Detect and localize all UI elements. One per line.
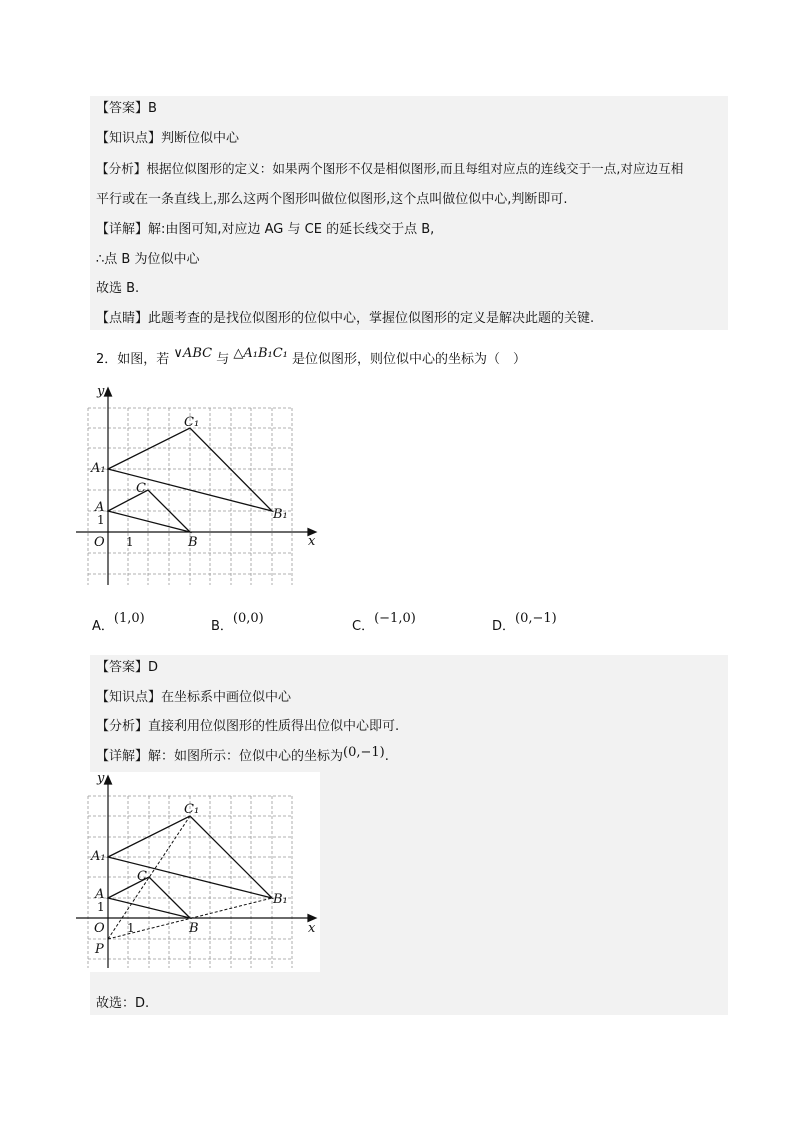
question-2-suffix: 是位似图形，则位似中心的坐标为（ ） (292, 352, 527, 367)
triangle-a1b1c1: △A₁B₁C₁ (233, 346, 288, 361)
analysis-1-line-2: 平行或在一条直线上,那么这两个图形叫做位似图形,这个点叫做位似中心,判断即可. (96, 192, 568, 207)
c-label: C (136, 481, 146, 496)
a1-label: A₁ (91, 461, 106, 476)
option-b[interactable]: B．(0,0) (211, 611, 264, 634)
origin-label: O (94, 535, 105, 550)
y-label-2: y (97, 772, 105, 786)
b-label-2: B (189, 921, 199, 936)
answer-1: 【答案】B (96, 101, 157, 116)
y-label: y (97, 384, 105, 399)
option-a[interactable]: A．(1,0) (92, 611, 145, 634)
comment-1: 【点睛】此题考查的是找位似图形的位似中心，掌握位似图形的定义是解决此题的关键. (96, 311, 595, 326)
solution-graph (70, 772, 322, 974)
p-label: P (95, 942, 104, 957)
question-2-stem (96, 346, 527, 369)
detail-2-prefix: 【详解】解：如图所示：位似中心的坐标为 (96, 749, 344, 764)
y-axis-arrow (105, 388, 112, 396)
b1-label: B₁ (273, 507, 288, 522)
a-label: A (95, 500, 105, 515)
answer-2: 【答案】D (96, 660, 159, 675)
question-2-mid: 与 (216, 352, 230, 367)
c1-label: C₁ (184, 415, 200, 430)
triangle-abc: ∨ABC (173, 346, 213, 361)
grid (88, 408, 292, 585)
option-c[interactable]: C．(−1,0) (352, 611, 416, 634)
one-y-label: 1 (97, 513, 105, 527)
a1-label-2: A₁ (91, 849, 106, 864)
analysis-2: 【分析】直接利用位似图形的性质得出位似中心即可. (96, 719, 400, 734)
question-graph (70, 380, 330, 590)
knowledge-point-2: 【知识点】在坐标系中画位似中心 (96, 690, 292, 705)
one-x-label-2: 1 (127, 921, 135, 935)
x-label: x (308, 534, 316, 549)
question-2-prefix: 2．如图，若 (96, 352, 170, 367)
knowledge-point-1: 【知识点】判断位似中心 (96, 131, 240, 146)
detail-1: 【详解】解:由图可知,对应边 AG 与 CE 的延长线交于点 B, (96, 222, 435, 237)
one-y-label-2: 1 (97, 900, 105, 914)
b1-label-2: B₁ (273, 892, 288, 907)
detail-2-suffix: . (384, 749, 389, 764)
choose-1: 故选 B. (96, 281, 140, 296)
analysis-1-line-1: 【分析】根据位似图形的定义：如果两个图形不仅是相似图形,而且每组对应点的连线交于一点,对应边互相 (96, 161, 684, 176)
choose-2: 故选：D. (96, 996, 150, 1011)
therefore-1: ∴点 B 为位似中心 (96, 252, 200, 267)
detail-2 (96, 745, 389, 766)
c-label-2: C (137, 869, 147, 884)
one-x-label: 1 (126, 535, 134, 549)
option-d[interactable]: D．(0,−1) (492, 611, 557, 634)
detail-2-value: (0,−1) (343, 745, 385, 760)
x-label-2: x (308, 921, 316, 936)
origin-label-2: O (94, 921, 105, 936)
b-label: B (188, 535, 198, 550)
c1-label-2: C₁ (184, 802, 200, 817)
a-label-2: A (95, 887, 105, 902)
